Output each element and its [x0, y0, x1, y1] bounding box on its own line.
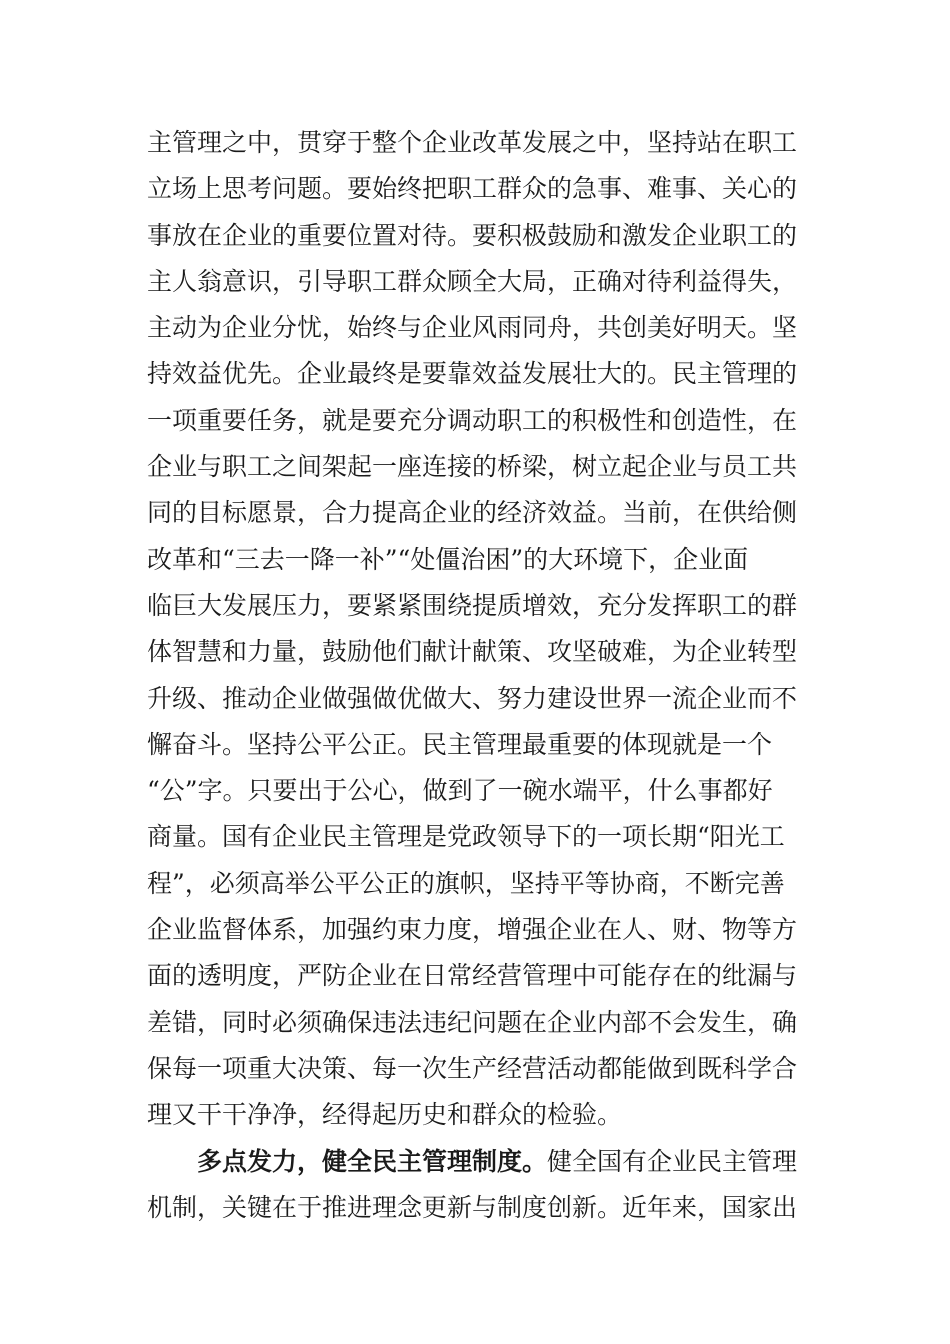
- body-text: [147, 120, 817, 1231]
- text-line: 体智慧和力量，鼓励他们献计献策、攻坚破难，为企业转型: [147, 637, 798, 667]
- text-line: 同的目标愿景，合力提高企业的经济效益。当前，在供给侧: [147, 498, 798, 528]
- text-line: 面的透明度，严防企业在日常经营管理中可能存在的纰漏与: [147, 961, 798, 991]
- text-line: 主动为企业分忧，始终与企业风雨同舟，共创美好明天。坚: [147, 313, 798, 343]
- text-line: 临巨大发展压力，要紧紧围绕提质增效，充分发挥职工的群: [147, 590, 798, 620]
- text-line: 懈奋斗。坚持公平公正。民主管理最重要的体现就是一个: [147, 729, 773, 759]
- text-line: 主人翁意识，引导职工群众顾全大局，正确对待利益得失，: [147, 266, 798, 296]
- text-line: 企业监督体系，加强约束力度，增强企业在人、财、物等方: [147, 915, 798, 945]
- text-line: 主管理之中，贯穿于整个企业改革发展之中，坚持站在职工: [147, 128, 798, 157]
- text-line: 保每一项重大决策、每一次生产经营活动都能做到既科学合: [147, 1053, 798, 1083]
- section-heading: 多点发力，健全民主管理制度。: [197, 1146, 548, 1176]
- text-line: 程”，必须高举公平公正的旗帜，坚持平等协商，不断完善: [147, 868, 785, 898]
- text-line: 立场上思考问题。要始终把职工群众的急事、难事、关心的: [147, 174, 798, 204]
- text-line: 商量。国有企业民主管理是党政领导下的一项长期“阳光工: [147, 822, 785, 852]
- section-heading-rest: 健全国有企业民主管理: [547, 1146, 798, 1176]
- text-line: 持效益优先。企业最终是要靠效益发展壮大的。民主管理的: [147, 359, 798, 389]
- section-heading-line: [147, 1139, 817, 1185]
- text-line: 一项重要任务，就是要充分调动职工的积极性和创造性，在: [147, 405, 798, 435]
- text-line: 改革和“三去一降一补”“处僵治困”的大环境下，企业面: [147, 544, 749, 574]
- text-line: 差错，同时必须确保违法违纪问题在企业内部不会发生，确: [147, 1007, 798, 1037]
- text-line: 机制，关键在于推进理念更新与制度创新。近年来，国家出: [147, 1192, 798, 1222]
- text-line: 升级、推动企业做强做优做大、努力建设世界一流企业而不: [147, 683, 798, 713]
- text-line: 理又干干净净，经得起历史和群众的检验。: [147, 1100, 623, 1130]
- text-line: “公”字。只要出于公心，做到了一碗水端平，什么事都好: [147, 776, 773, 806]
- text-line: 事放在企业的重要位置对待。要积极鼓励和激发企业职工的: [147, 220, 798, 250]
- text-line: 企业与职工之间架起一座连接的桥梁，树立起企业与员工共: [147, 452, 798, 482]
